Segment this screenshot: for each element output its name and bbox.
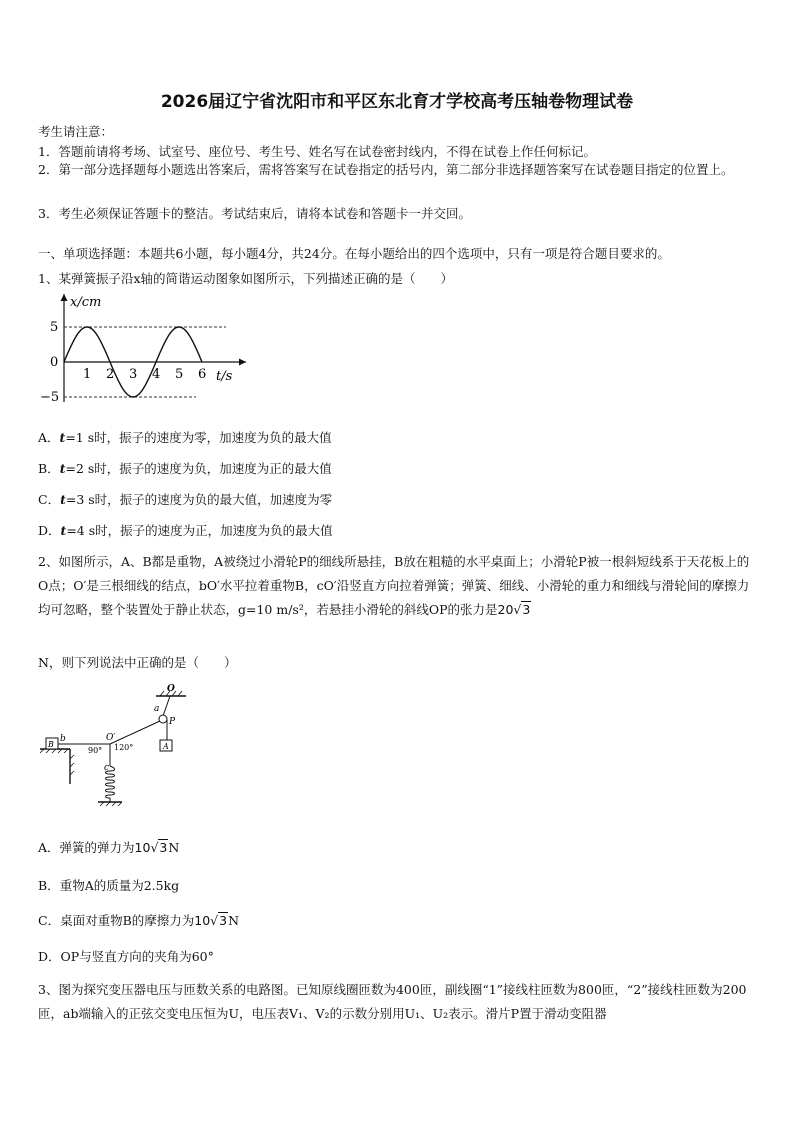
y-axis-label: x/cm: [70, 295, 102, 310]
q2-stem-value: 20√3: [497, 602, 531, 617]
q2-pulley-figure: [36, 684, 196, 814]
table-hatch: [40, 749, 74, 775]
q3-stem: 3、图为探究变压器电压与匝数关系的电路图。已知原线圈匝数为400匝，副线圈“1”接线柱匝数为800匝，“2”接线柱匝数为200匝，ab端输入的正弦交变电压恒为U，电压表V₁、V₂的示数分别用U₁、U₂表示。滑片P置于滑动变阻器: [38, 982, 747, 1021]
y-tick-0: 0: [50, 355, 59, 370]
q2-option-b[interactable]: B．重物A的质量为2.5kg: [38, 878, 180, 893]
q2-stem: 2、如图所示，A、B都是重物，A被绕过小滑轮P的细线所悬挂，B放在粗糙的水平桌面上；小滑轮P被一根斜短线系于天花板上的O点；O′是三根细线的结点，bO′水平拉着重物B，cO′沿竖直方向拉着弹簧；弹簧、细线、小滑轮的重力和细线与滑轮间的摩擦力均可忽略，整个装置处于静止状态，g=10 m/s²，若悬挂小滑轮的斜线OP的张力是20√3: [38, 550, 758, 622]
q2-option-c[interactable]: C．桌面对重物B的摩擦力为10√3N: [38, 913, 240, 928]
q1-stem: 1、某弹簧振子沿x轴的简谐运动图象如图所示，下列描述正确的是（ ）: [38, 271, 454, 286]
line-OP: [163, 696, 170, 716]
label-90deg: 90°: [88, 746, 103, 755]
label-Oprime: O′: [106, 733, 116, 743]
label-B: B: [48, 740, 54, 749]
line-pulley-to-Oprime: [110, 721, 160, 744]
label-P: P: [169, 717, 176, 727]
q1-option-d[interactable]: D．t=4 s时，振子的速度为正，加速度为负的最大值: [38, 523, 333, 538]
section-heading: 一、单项选择题：本题共6小题，每小题4分，共24分。在每小题给出的四个选项中，只有一项是符合题目要求的。: [38, 246, 670, 261]
x-axis-label: t/s: [216, 369, 233, 384]
notice-item-3: 3．考生必须保证答题卡的整洁。考试结束后，请将本试卷和答题卡一并交回。: [38, 206, 471, 221]
spring: [106, 766, 115, 802]
notice-item-1: 1．答题前请将考场、试室号、座位号、考生号、姓名写在试卷密封线内，不得在试卷上作任何标记。: [38, 144, 596, 159]
q1-option-c[interactable]: C．t=3 s时，振子的速度为负的最大值，加速度为零: [38, 492, 333, 507]
y-tick-neg5: −5: [40, 390, 60, 405]
label-c: c: [104, 763, 110, 773]
x-tick-4: 4: [152, 367, 161, 382]
label-120deg: 120°: [114, 743, 134, 752]
pulley-P: [159, 715, 167, 723]
q1-sho-graph: [36, 290, 256, 410]
q1-option-a[interactable]: A．t=1 s时，振子的速度为零，加速度为负的最大值: [38, 430, 332, 445]
label-b: b: [60, 734, 66, 744]
notice-item-2: 2．第一部分选择题每小题选出答案后，需将答案写在试卷指定的括号内，第二部分非选择题答案写在试卷题目指定的位置上。: [38, 162, 734, 177]
label-A: A: [163, 742, 169, 751]
label-a: a: [154, 704, 160, 714]
x-tick-2: 2: [106, 367, 115, 382]
q2-option-a[interactable]: A．弹簧的弹力为10√3N: [38, 840, 180, 855]
q2-option-d[interactable]: D．OP与竖直方向的夹角为60°: [38, 949, 214, 964]
x-tick-6: 6: [198, 367, 207, 382]
q1-option-b[interactable]: B．t=2 s时，振子的速度为负，加速度为正的最大值: [38, 461, 332, 476]
notice-heading: 考生请注意：: [38, 124, 114, 139]
x-tick-3: 3: [129, 367, 138, 382]
q2-stem-end: N，则下列说法中正确的是（ ）: [38, 655, 237, 670]
y-tick-5: 5: [50, 320, 59, 335]
page-title: 2026届辽宁省沈阳市和平区东北育才学校高考压轴卷物理试卷: [160, 92, 634, 112]
x-tick-1: 1: [83, 367, 92, 382]
x-tick-5: 5: [175, 367, 184, 382]
label-O: O: [167, 684, 175, 694]
